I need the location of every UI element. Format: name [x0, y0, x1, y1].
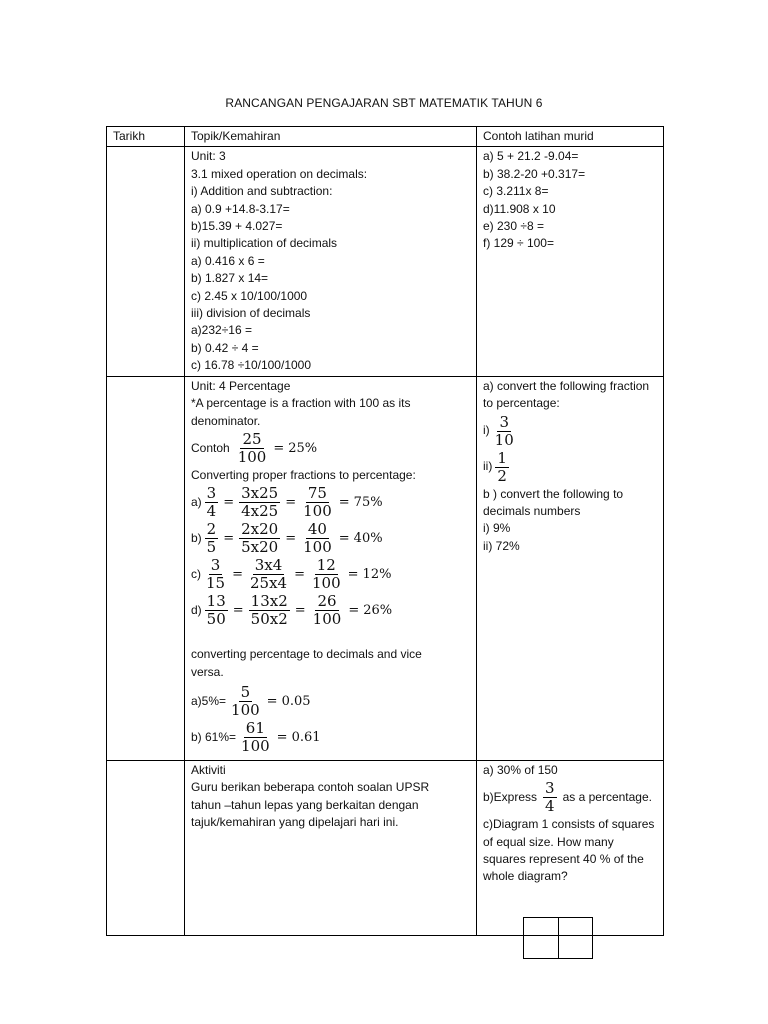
numerator: 1: [497, 448, 507, 467]
denominator: 25x4: [250, 574, 288, 593]
topik-line: a)232÷16 =: [191, 323, 252, 338]
equals-sign: =: [232, 603, 244, 619]
equals-sign: =: [273, 440, 285, 456]
equals-sign: =: [348, 603, 360, 619]
equals-sign: =: [223, 495, 235, 511]
conversion-example: [191, 521, 470, 556]
numerator: 13x2: [250, 592, 288, 611]
conversion-example: [191, 557, 470, 592]
fraction: [205, 521, 219, 556]
fraction: [229, 684, 262, 719]
aktiviti-text: Guru berikan beberapa contoh soalan UPSR tahun –tahun lepas yang berkaitan dengan tajuk/kemahiran yang dipelajari hari ini.: [191, 780, 430, 829]
equals-sign: =: [347, 567, 359, 583]
numerator: 3: [210, 556, 221, 575]
tarikh-cell: [107, 147, 185, 376]
fraction: [543, 780, 557, 815]
fraction-exercise: [483, 414, 657, 449]
result: 40%: [353, 531, 383, 547]
denominator: 100: [241, 737, 270, 756]
numerator: 2x20: [241, 520, 279, 539]
denominator: 4x25: [241, 502, 279, 521]
numerator: 13: [206, 592, 226, 611]
numerator: 2: [206, 520, 217, 539]
equals-sign: =: [266, 693, 278, 709]
exercise-line: c) 3.211x 8=: [483, 184, 549, 199]
topik-cell: [185, 376, 477, 760]
contoh-cell: [477, 760, 664, 935]
denominator: 100: [303, 538, 332, 557]
denominator: 5: [206, 538, 217, 557]
topik-line: a) 0.9 +14.8-3.17=: [191, 201, 290, 216]
converting-title: Converting proper fractions to percentage:: [191, 467, 416, 482]
result: 0.61: [291, 729, 321, 745]
denominator: 100: [231, 701, 260, 720]
fraction: [301, 485, 334, 520]
numerator: 26: [317, 592, 337, 611]
denominator: 4: [545, 797, 555, 816]
contoh-cell: [477, 147, 664, 376]
equals-sign: =: [285, 531, 297, 547]
result: 25%: [288, 440, 318, 456]
percentage-definition: *A percentage is a fraction with 100 as its denominator.: [191, 396, 411, 428]
result: 12%: [362, 567, 392, 583]
decimal-example: [191, 684, 470, 719]
aktiviti-label: Aktiviti: [191, 762, 226, 777]
equals-sign: =: [338, 531, 350, 547]
topik-line: 3.1 mixed operation on decimals:: [191, 166, 368, 181]
decimal-example: [191, 720, 470, 755]
numerator: 3x25: [241, 484, 279, 503]
exercise-line: e) 230 ÷8 =: [483, 219, 544, 234]
table-row: [107, 760, 664, 935]
topik-line: b)15.39 + 4.027=: [191, 219, 283, 234]
exercise-line: a) 30% of 150: [483, 762, 558, 777]
exercise-intro: b ) convert the following to decimals numbers: [483, 486, 624, 518]
numerator: 3: [545, 779, 555, 798]
fraction: [248, 557, 289, 592]
header-tarikh: Tarikh: [107, 127, 185, 147]
fraction: [249, 593, 290, 628]
denominator: 100: [237, 447, 267, 466]
tarikh-cell: [107, 760, 185, 935]
equals-sign: =: [338, 495, 350, 511]
exercise-line: d)11.908 x 10: [483, 201, 556, 216]
fraction: [493, 414, 516, 449]
topik-cell: [185, 147, 477, 376]
lesson-plan-table: [106, 126, 664, 936]
fraction: [301, 521, 334, 556]
unit-heading: Unit: 3: [191, 149, 226, 164]
exercise-line: b) 38.2-20 +0.317=: [483, 166, 586, 181]
denominator: 5x20: [241, 538, 279, 557]
fraction: [495, 450, 509, 485]
example-label: c): [191, 567, 201, 582]
diagram-question: c)Diagram 1 consists of squares of equal size. How many squares represent 40 % of the whole diagram?: [483, 817, 655, 884]
exercise-label: b)Express: [483, 789, 538, 804]
denominator: 50x2: [250, 610, 288, 629]
header-topik: Topik/Kemahiran: [185, 127, 477, 147]
fraction: [204, 557, 227, 592]
example-label: a)5%=: [191, 693, 227, 708]
equals-sign: =: [232, 567, 243, 583]
exercise-line: f) 129 ÷ 100=: [483, 236, 554, 251]
fraction: [205, 593, 228, 628]
topik-line: b) 0.42 ÷ 4 =: [191, 340, 259, 355]
numerator: 25: [242, 429, 262, 448]
decimal-title: converting percentage to decimals and vice versa.: [191, 647, 422, 679]
denominator: 50: [206, 610, 226, 629]
exercise-intro: a) convert the following fraction to percentage:: [483, 378, 650, 411]
table-header-row: [107, 127, 664, 147]
unit-heading: Unit: 4 Percentage: [191, 378, 291, 393]
example-label: a): [191, 495, 202, 510]
exercise-text: as a percentage.: [562, 789, 652, 804]
equals-sign: =: [294, 603, 306, 619]
spacer: [191, 629, 470, 646]
equals-sign: =: [285, 495, 297, 511]
numerator: 40: [307, 520, 327, 539]
fraction: [310, 557, 343, 592]
denominator: 100: [312, 574, 341, 593]
topik-line: a) 0.416 x 6 =: [191, 253, 265, 268]
example-label: b) 61%=: [191, 729, 237, 744]
denominator: 4: [206, 502, 217, 521]
result: 26%: [363, 603, 393, 619]
fraction: [205, 485, 219, 520]
exercise-line: ii) 72%: [483, 538, 520, 553]
numerator: 61: [245, 719, 265, 738]
numerator: 12: [316, 556, 336, 575]
topik-cell: [185, 760, 477, 935]
fraction: [239, 720, 272, 755]
result: 0.05: [281, 693, 311, 709]
fraction: [239, 521, 280, 556]
conversion-example: [191, 593, 470, 628]
topik-line: c) 16.78 ÷10/100/1000: [191, 358, 312, 373]
contoh-cell: [477, 376, 664, 760]
empty-box: [559, 917, 594, 959]
denominator: 100: [312, 610, 342, 629]
exercise-label: ii): [483, 459, 493, 474]
numerator: 3x4: [254, 556, 283, 575]
denominator: 10: [494, 430, 514, 449]
equals-sign: =: [294, 567, 305, 583]
denominator: 100: [303, 502, 332, 521]
exercise-line: a) 5 + 21.2 -9.04=: [483, 149, 579, 164]
numerator: 3: [499, 412, 509, 431]
numerator: 5: [240, 683, 251, 702]
denominator: 2: [497, 466, 507, 485]
exercise-label: i): [483, 423, 490, 438]
fraction: [236, 431, 269, 466]
result: 75%: [353, 495, 383, 511]
fraction-exercise: [483, 450, 657, 485]
topik-line: ii) multiplication of decimals: [191, 236, 338, 251]
conversion-example: [191, 485, 470, 520]
table-row: [107, 147, 664, 376]
express-exercise: [483, 780, 657, 815]
fraction: [311, 593, 344, 628]
denominator: 15: [206, 574, 226, 593]
header-contoh: Contoh latihan murid: [477, 127, 664, 147]
table-row: [107, 376, 664, 760]
tarikh-cell: [107, 376, 185, 760]
contoh-label: Contoh: [191, 440, 230, 455]
numerator: 3: [206, 484, 217, 503]
exercise-line: i) 9%: [483, 521, 511, 536]
equals-sign: =: [223, 531, 235, 547]
numerator: 75: [307, 484, 327, 503]
topik-line: b) 1.827 x 14=: [191, 271, 269, 286]
empty-box: [523, 917, 559, 959]
page-number-boxes: [523, 917, 593, 959]
contoh-equation: [191, 431, 470, 466]
page-title: RANCANGAN PENGAJARAN SBT MATEMATIK TAHUN 6: [225, 96, 543, 110]
topik-line: iii) division of decimals: [191, 306, 311, 321]
example-label: b): [191, 531, 202, 546]
example-label: d): [191, 603, 202, 618]
topik-line: i) Addition and subtraction:: [191, 184, 333, 199]
equals-sign: =: [276, 729, 288, 745]
fraction: [239, 485, 280, 520]
topik-line: c) 2.45 x 10/100/1000: [191, 288, 308, 303]
